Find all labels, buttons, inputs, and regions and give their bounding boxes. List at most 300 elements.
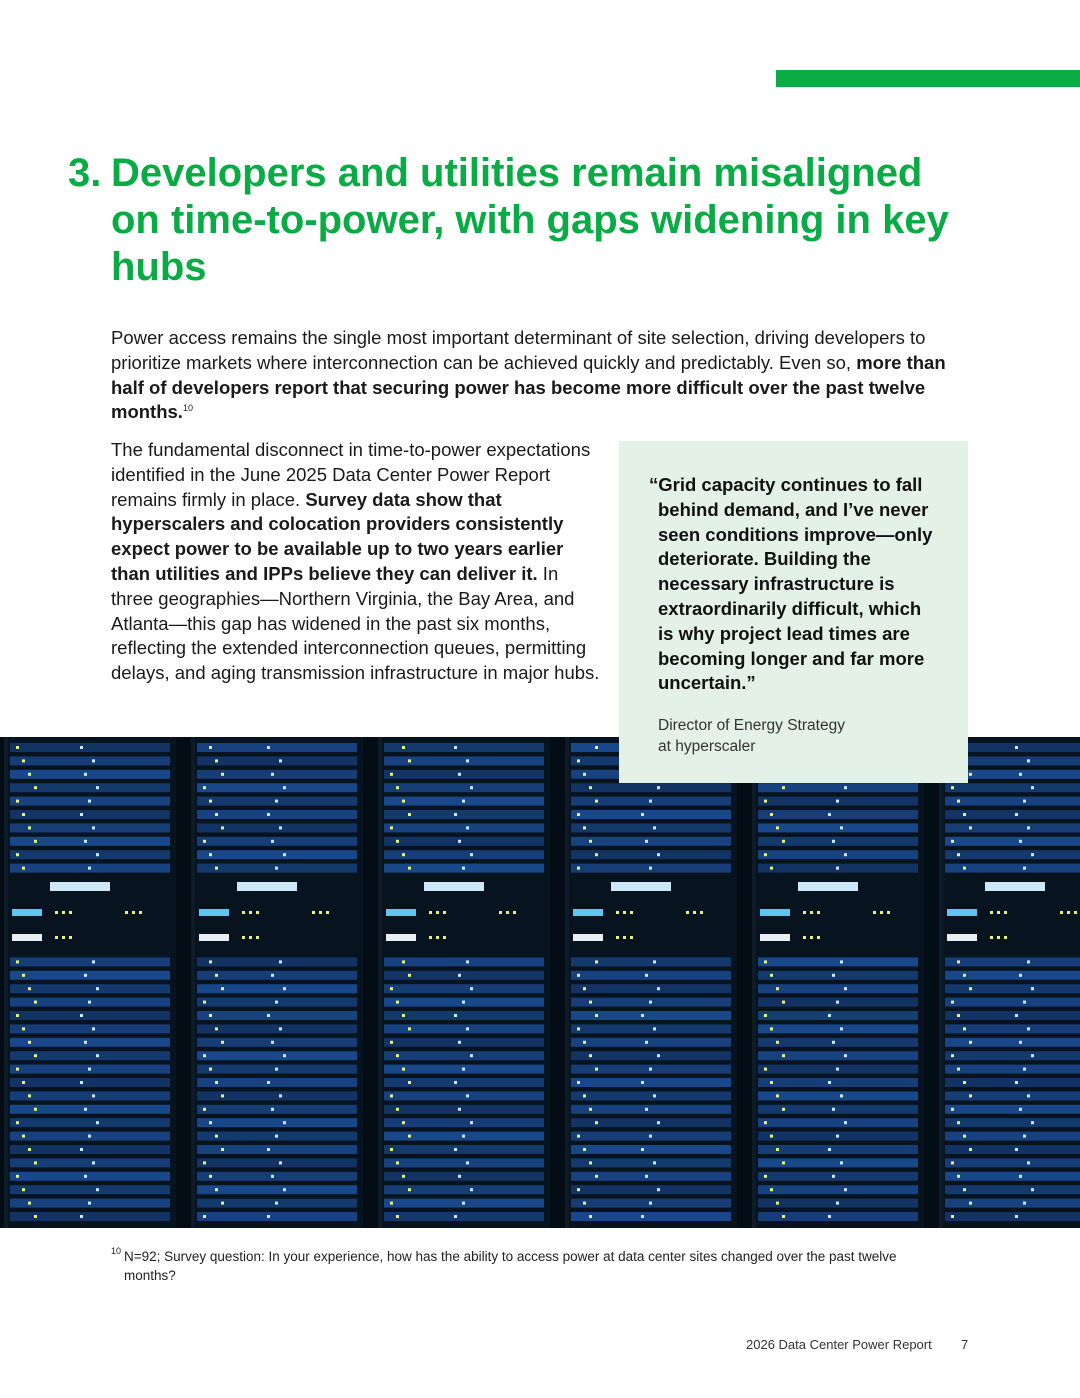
status-led — [764, 853, 767, 856]
status-led — [641, 813, 644, 816]
status-led — [275, 1202, 278, 1205]
status-led — [1031, 1054, 1034, 1057]
status-led — [817, 911, 820, 914]
status-led — [764, 1014, 767, 1017]
status-led — [275, 1001, 278, 1004]
status-led — [96, 853, 99, 856]
status-led — [84, 840, 87, 843]
status-led — [271, 1108, 274, 1111]
status-led — [221, 1041, 224, 1044]
attribution-org: at hyperscaler — [658, 738, 756, 756]
status-led — [408, 867, 411, 870]
status-led — [630, 911, 633, 914]
status-led — [283, 1121, 286, 1124]
status-led — [390, 987, 393, 990]
status-led — [408, 1135, 411, 1138]
footnote-text: N=92; Survey question: In your experience, how has the ability to access power at data center sites changed over the past twelve months? — [124, 1249, 897, 1283]
status-led — [402, 800, 405, 803]
status-led — [34, 1001, 37, 1004]
status-led — [28, 987, 31, 990]
status-led — [256, 911, 259, 914]
status-led — [203, 1108, 206, 1111]
status-led — [466, 1161, 469, 1164]
server-unit — [571, 984, 731, 993]
status-led — [828, 1148, 831, 1151]
status-led — [34, 1054, 37, 1057]
status-led — [209, 746, 212, 749]
bay-light — [947, 909, 977, 916]
status-led — [770, 813, 773, 816]
status-led — [402, 853, 405, 856]
status-led — [832, 1108, 835, 1111]
status-led — [764, 1175, 767, 1178]
status-led — [16, 1175, 19, 1178]
status-led — [1023, 1202, 1026, 1205]
status-led — [649, 1001, 652, 1004]
status-led — [653, 1094, 656, 1097]
status-led — [242, 911, 245, 914]
status-led — [275, 1135, 278, 1138]
status-led — [96, 1054, 99, 1057]
intro-text: Power access remains the single most important determinant of site selection, driving developers to prioritize markets where interconnection can be achieved quickly and predictably. Even so, — [111, 327, 926, 373]
status-led — [1023, 1068, 1026, 1071]
status-led — [209, 1121, 212, 1124]
status-led — [88, 1202, 91, 1205]
server-unit — [758, 1145, 918, 1154]
server-unit — [945, 783, 1080, 792]
status-led — [402, 1014, 405, 1017]
status-led — [84, 1175, 87, 1178]
status-led — [770, 1081, 773, 1084]
status-led — [283, 1054, 286, 1057]
status-led — [957, 1014, 960, 1017]
server-unit — [945, 998, 1080, 1007]
status-led — [657, 1121, 660, 1124]
footnote-ref[interactable]: 10 — [182, 403, 193, 414]
status-led — [840, 826, 843, 829]
server-unit — [197, 837, 357, 846]
bay-light — [573, 934, 603, 941]
server-unit — [10, 756, 170, 765]
status-led — [583, 987, 586, 990]
status-led — [16, 800, 19, 803]
server-unit — [384, 1038, 544, 1047]
server-unit — [945, 957, 1080, 966]
server-unit — [571, 1145, 731, 1154]
status-led — [34, 1161, 37, 1164]
server-unit — [10, 1091, 170, 1100]
status-led — [776, 1148, 779, 1151]
server-unit — [384, 1051, 544, 1060]
status-led — [589, 1054, 592, 1057]
status-led — [458, 1175, 461, 1178]
bay-light — [386, 909, 416, 916]
status-led — [221, 826, 224, 829]
status-led — [657, 1054, 660, 1057]
server-unit — [945, 1051, 1080, 1060]
status-led — [28, 1202, 31, 1205]
status-led — [34, 786, 37, 789]
server-unit — [10, 957, 170, 966]
status-led — [844, 1188, 847, 1191]
status-led — [817, 936, 820, 939]
status-led — [1027, 826, 1030, 829]
status-led — [951, 1001, 954, 1004]
status-led — [80, 1215, 83, 1218]
status-led — [396, 786, 399, 789]
bay-light — [12, 934, 42, 941]
status-led — [828, 1014, 831, 1017]
status-led — [951, 1108, 954, 1111]
status-led — [653, 1027, 656, 1030]
status-led — [645, 1041, 648, 1044]
status-led — [390, 773, 393, 776]
pull-quote-box — [619, 441, 968, 783]
status-led — [963, 1188, 966, 1191]
status-led — [513, 911, 516, 914]
server-unit — [758, 810, 918, 819]
status-led — [1004, 911, 1007, 914]
status-led — [402, 746, 405, 749]
status-led — [279, 1094, 282, 1097]
status-led — [1023, 1001, 1026, 1004]
server-unit — [945, 1172, 1080, 1181]
status-led — [1027, 1027, 1030, 1030]
status-led — [69, 911, 72, 914]
status-led — [16, 1068, 19, 1071]
server-unit — [758, 1118, 918, 1127]
status-led — [649, 867, 652, 870]
server-unit — [10, 1011, 170, 1020]
status-led — [577, 759, 580, 762]
status-led — [275, 800, 278, 803]
status-led — [209, 960, 212, 963]
server-unit — [10, 1172, 170, 1181]
status-led — [764, 960, 767, 963]
status-led — [34, 1108, 37, 1111]
server-unit — [384, 1172, 544, 1181]
status-led — [840, 1161, 843, 1164]
status-led — [470, 1188, 473, 1191]
page-number: 7 — [961, 1337, 969, 1352]
status-led — [28, 773, 31, 776]
status-led — [209, 853, 212, 856]
status-led — [776, 1041, 779, 1044]
status-led — [28, 1094, 31, 1097]
status-led — [969, 987, 972, 990]
server-unit — [571, 1024, 731, 1033]
status-led — [782, 786, 785, 789]
status-led — [770, 974, 773, 977]
status-led — [969, 826, 972, 829]
status-led — [810, 911, 813, 914]
status-led — [832, 974, 835, 977]
server-unit — [945, 1011, 1080, 1020]
status-led — [139, 911, 142, 914]
status-led — [1074, 911, 1077, 914]
status-led — [96, 1121, 99, 1124]
server-unit — [384, 1212, 544, 1221]
server-unit — [384, 837, 544, 846]
status-led — [283, 987, 286, 990]
server-unit — [197, 1024, 357, 1033]
status-led — [776, 1094, 779, 1097]
status-led — [1031, 1188, 1034, 1191]
server-unit — [571, 1105, 731, 1114]
server-unit — [945, 1065, 1080, 1074]
status-led — [782, 1108, 785, 1111]
status-led — [132, 911, 135, 914]
status-led — [443, 936, 446, 939]
status-led — [462, 800, 465, 803]
status-led — [577, 1027, 580, 1030]
server-unit — [384, 1158, 544, 1167]
server-unit — [384, 1091, 544, 1100]
status-led — [645, 1175, 648, 1178]
status-led — [22, 1188, 25, 1191]
status-led — [803, 911, 806, 914]
status-led — [22, 759, 25, 762]
status-led — [969, 1094, 972, 1097]
server-unit — [571, 1038, 731, 1047]
quote-attribution — [649, 715, 938, 757]
status-led — [595, 960, 598, 963]
status-led — [1027, 960, 1030, 963]
rack-rail — [4, 737, 8, 1228]
status-led — [963, 867, 966, 870]
status-led — [466, 1094, 469, 1097]
status-led — [577, 974, 580, 977]
status-led — [957, 1068, 960, 1071]
status-led — [577, 813, 580, 816]
bay-light — [424, 882, 484, 891]
status-led — [215, 1027, 218, 1030]
bay-light — [12, 909, 42, 916]
status-led — [499, 911, 502, 914]
server-unit — [945, 1145, 1080, 1154]
bay-light — [199, 934, 229, 941]
status-led — [408, 974, 411, 977]
status-led — [844, 786, 847, 789]
status-led — [88, 1135, 91, 1138]
status-led — [641, 1081, 644, 1084]
server-unit — [197, 850, 357, 859]
server-unit — [571, 1051, 731, 1060]
status-led — [396, 840, 399, 843]
status-led — [80, 1081, 83, 1084]
server-unit — [758, 971, 918, 980]
server-unit — [10, 810, 170, 819]
status-led — [873, 911, 876, 914]
server-unit — [384, 823, 544, 832]
status-led — [466, 759, 469, 762]
status-led — [396, 1001, 399, 1004]
status-led — [221, 1094, 224, 1097]
status-led — [454, 1215, 457, 1218]
server-unit — [10, 770, 170, 779]
status-led — [990, 936, 993, 939]
status-led — [686, 911, 689, 914]
status-led — [887, 911, 890, 914]
status-led — [84, 974, 87, 977]
status-led — [1019, 773, 1022, 776]
status-led — [209, 1014, 212, 1017]
status-led — [649, 1068, 652, 1071]
status-led — [283, 1188, 286, 1191]
server-unit — [758, 1185, 918, 1194]
status-led — [782, 1054, 785, 1057]
status-led — [462, 1202, 465, 1205]
status-led — [88, 1068, 91, 1071]
status-led — [1027, 1161, 1030, 1164]
status-led — [1027, 759, 1030, 762]
status-led — [844, 1054, 847, 1057]
status-led — [506, 911, 509, 914]
server-unit — [384, 743, 544, 752]
status-led — [279, 826, 282, 829]
body-text-before: The fundamental disconnect in time-to-power expectations identified in the June 2025 Data Center Power Report remains firmly in place. — [111, 439, 591, 510]
status-led — [80, 1014, 83, 1017]
status-led — [1027, 1094, 1030, 1097]
status-led — [454, 1148, 457, 1151]
status-led — [470, 853, 473, 856]
body-text-after: In three geographies—Northern Virginia, the Bay Area, and Atlanta—this gap has widened in the past six months, reflecting the extended interconnection queues, permitting delays, and aging transmission infrastructure in major hubs. — [111, 562, 600, 684]
status-led — [396, 1215, 399, 1218]
rack-rail — [752, 737, 756, 1228]
status-led — [583, 1148, 586, 1151]
server-unit — [10, 984, 170, 993]
status-led — [402, 1175, 405, 1178]
server-unit — [197, 783, 357, 792]
status-led — [969, 1041, 972, 1044]
status-led — [454, 1081, 457, 1084]
status-led — [408, 813, 411, 816]
server-unit — [197, 1172, 357, 1181]
status-led — [969, 1148, 972, 1151]
status-led — [828, 813, 831, 816]
status-led — [1004, 936, 1007, 939]
status-led — [22, 867, 25, 870]
rack-rail — [378, 737, 382, 1228]
status-led — [616, 911, 619, 914]
status-led — [1019, 840, 1022, 843]
status-led — [96, 1188, 99, 1191]
status-led — [470, 1054, 473, 1057]
status-led — [589, 840, 592, 843]
server-unit — [945, 1158, 1080, 1167]
status-led — [963, 1081, 966, 1084]
status-led — [203, 1215, 206, 1218]
status-led — [577, 867, 580, 870]
bay-light — [985, 882, 1045, 891]
status-led — [390, 1148, 393, 1151]
status-led — [589, 786, 592, 789]
status-led — [84, 1108, 87, 1111]
status-led — [28, 1041, 31, 1044]
status-led — [836, 1202, 839, 1205]
status-led — [16, 1121, 19, 1124]
status-led — [764, 1121, 767, 1124]
status-led — [458, 1041, 461, 1044]
server-unit — [384, 783, 544, 792]
status-led — [209, 1175, 212, 1178]
status-led — [16, 960, 19, 963]
status-led — [275, 1068, 278, 1071]
status-led — [577, 1188, 580, 1191]
server-unit — [197, 1105, 357, 1114]
status-led — [583, 773, 586, 776]
status-led — [203, 1001, 206, 1004]
status-led — [443, 911, 446, 914]
status-led — [203, 1054, 206, 1057]
status-led — [836, 1068, 839, 1071]
status-led — [589, 1161, 592, 1164]
status-led — [279, 759, 282, 762]
status-led — [221, 1148, 224, 1151]
status-led — [595, 746, 598, 749]
status-led — [84, 1041, 87, 1044]
status-led — [957, 1175, 960, 1178]
status-led — [645, 1108, 648, 1111]
status-led — [92, 826, 95, 829]
status-led — [267, 813, 270, 816]
status-led — [776, 987, 779, 990]
status-led — [390, 1041, 393, 1044]
server-unit — [945, 1038, 1080, 1047]
server-unit — [197, 756, 357, 765]
status-led — [844, 853, 847, 856]
server-unit — [758, 1172, 918, 1181]
status-led — [283, 786, 286, 789]
status-led — [215, 974, 218, 977]
status-led — [583, 1094, 586, 1097]
server-unit — [384, 1011, 544, 1020]
status-led — [256, 936, 259, 939]
attribution-title: Director of Energy Strategy — [658, 717, 845, 735]
status-led — [462, 1135, 465, 1138]
status-led — [782, 1001, 785, 1004]
server-unit — [10, 971, 170, 980]
bay-light — [237, 882, 297, 891]
status-led — [267, 1215, 270, 1218]
server-unit — [10, 850, 170, 859]
server-unit — [10, 1038, 170, 1047]
status-led — [649, 1202, 652, 1205]
status-led — [16, 746, 19, 749]
status-led — [997, 936, 1000, 939]
status-led — [957, 853, 960, 856]
server-unit — [945, 850, 1080, 859]
status-led — [429, 936, 432, 939]
bay-light — [611, 882, 671, 891]
status-led — [657, 853, 660, 856]
server-unit — [384, 957, 544, 966]
status-led — [454, 1014, 457, 1017]
status-led — [595, 1121, 598, 1124]
status-led — [583, 826, 586, 829]
server-unit — [758, 823, 918, 832]
status-led — [271, 773, 274, 776]
footer-report-title: 2026 Data Center Power Report — [746, 1337, 932, 1352]
server-unit — [571, 810, 731, 819]
server-unit — [945, 1199, 1080, 1208]
status-led — [832, 1041, 835, 1044]
bay-light — [199, 909, 229, 916]
status-led — [1067, 911, 1070, 914]
status-led — [319, 911, 322, 914]
server-unit — [197, 957, 357, 966]
status-led — [657, 786, 660, 789]
